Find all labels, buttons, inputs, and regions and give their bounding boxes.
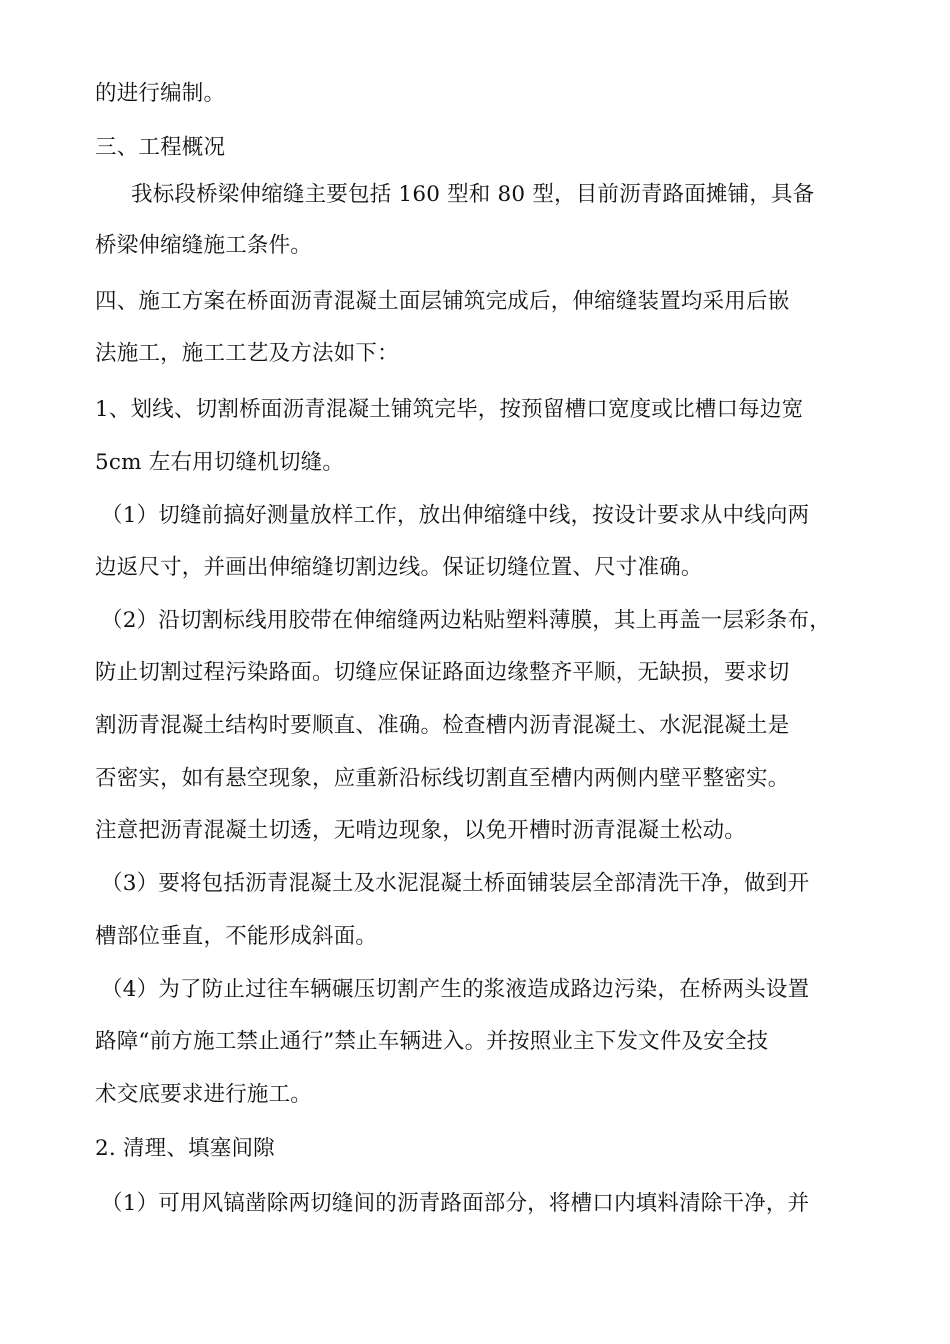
paragraph-line: （1）可用风镐凿除两切缝间的沥青路面部分，将槽口内填料清除干净，并 [101, 1191, 810, 1216]
paragraph-line: 注意把沥青混凝土切透，无啃边现象，以免开槽时沥青混凝土松动。 [95, 818, 747, 843]
paragraph-line: 我标段桥梁伸缩缝主要包括 160 型和 80 型，目前沥青路面摊铺，具备 [131, 182, 815, 207]
paragraph-line: 法施工，施工工艺及方法如下： [95, 341, 399, 366]
paragraph-line: （3）要将包括沥青混凝土及水泥混凝土桥面铺装层全部清洗干净，做到开 [101, 871, 810, 896]
paragraph-line: （4）为了防止过往车辆碾压切割产生的浆液造成路边污染，在桥两头设置 [101, 977, 810, 1002]
paragraph-line: （2）沿切割标线用胶带在伸缩缝两边粘贴塑料薄膜，其上再盖一层彩条布， [101, 608, 831, 633]
paragraph-line: 1、划线、切割桥面沥青混凝土铺筑完毕，按预留槽口宽度或比槽口每边宽 [95, 397, 804, 422]
paragraph-line: 路障“前方施工禁止通行”禁止车辆进入。并按照业主下发文件及安全技 [95, 1029, 769, 1054]
paragraph-line: （1）切缝前搞好测量放样工作，放出伸缩缝中线，按设计要求从中线向两 [101, 503, 810, 528]
paragraph-line: 否密实，如有悬空现象，应重新沿标线切割直至槽内两侧内壁平整密实。 [95, 766, 790, 791]
paragraph-line: 5cm 左右用切缝机切缝。 [95, 450, 345, 475]
paragraph-line: 边返尺寸，并画出伸缩缝切割边线。保证切缝位置、尺寸准确。 [95, 555, 703, 580]
paragraph-line: 防止切割过程污染路面。切缝应保证路面边缘整齐平顺，无缺损，要求切 [95, 660, 790, 685]
paragraph-line: 割沥青混凝土结构时要顺直、准确。检查槽内沥青混凝土、水泥混凝土是 [95, 713, 790, 738]
section-heading: 三、工程概况 [95, 135, 226, 160]
paragraph-line: 桥梁伸缩缝施工条件。 [95, 233, 313, 258]
paragraph-line: 的进行编制。 [95, 81, 226, 106]
paragraph-line: 槽部位垂直，不能形成斜面。 [95, 924, 378, 949]
paragraph-line: 术交底要求进行施工。 [95, 1082, 313, 1107]
section-heading: 四、施工方案在桥面沥青混凝土面层铺筑完成后，伸缩缝装置均采用后嵌 [95, 289, 790, 314]
section-heading: 2. 清理、填塞间隙 [95, 1136, 275, 1161]
